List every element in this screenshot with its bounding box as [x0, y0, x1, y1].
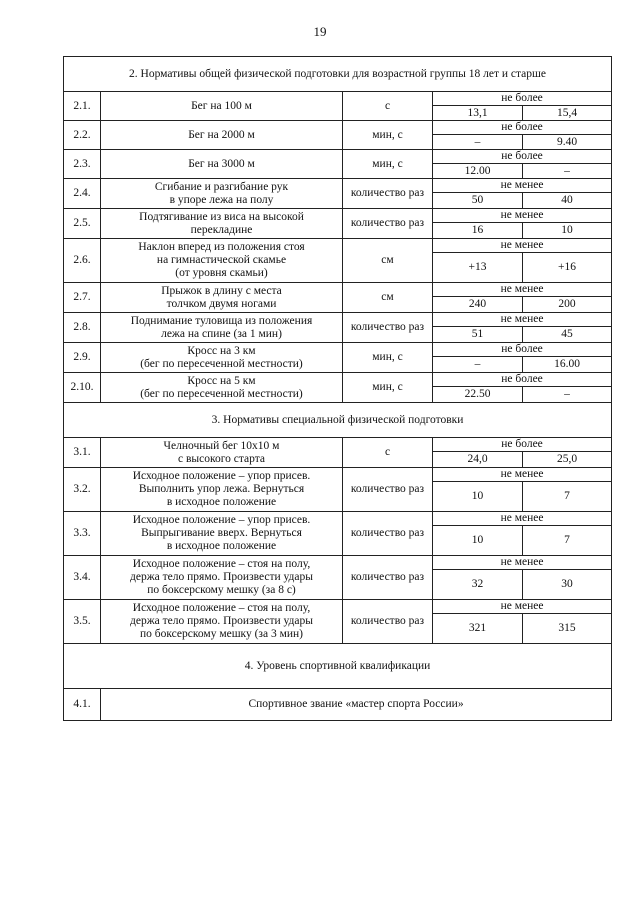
value-col-1: 16 — [433, 223, 523, 239]
value-col-2: 15,4 — [523, 106, 612, 121]
value-col-1: 32 — [433, 570, 523, 600]
criterion-label: не менее — [433, 512, 612, 526]
value-col-2: 7 — [523, 482, 612, 512]
value-col-1: 13,1 — [433, 106, 523, 121]
value-col-1: 321 — [433, 614, 523, 644]
value-col-2: 40 — [523, 193, 612, 209]
section-title: 3. Нормативы специальной физической подготовки — [64, 403, 612, 438]
row-number: 3.1. — [64, 438, 101, 468]
exercise-name — [101, 313, 343, 343]
criterion-label: не более — [433, 373, 612, 387]
value-col-1: 10 — [433, 526, 523, 556]
exercise-name — [101, 92, 343, 121]
unit-of-measure: мин, с — [343, 150, 433, 179]
table-row — [64, 343, 612, 357]
exercise-name — [101, 209, 343, 239]
exercise-name — [101, 512, 343, 556]
exercise-name-line: по боксерскому мешку (за 3 мин) — [140, 628, 303, 640]
section-title: 2. Нормативы общей физической подготовки для возрастной группы 18 лет и старше — [64, 57, 612, 92]
row-number: 3.2. — [64, 468, 101, 512]
exercise-name-line: толчком двумя ногами — [166, 297, 277, 310]
value-col-1: +13 — [433, 253, 523, 283]
row-number: 2.4. — [64, 179, 101, 209]
row-number: 2.3. — [64, 150, 101, 179]
criterion-label: не более — [433, 92, 612, 106]
exercise-name-line: Исходное положение – стоя на полу, — [132, 602, 311, 614]
exercise-name-line: перекладине — [190, 223, 253, 236]
exercise-name-line: Выпрыгивание вверх. Вернуться — [141, 527, 302, 539]
criterion-label: не более — [433, 150, 612, 164]
value-col-2: 9.40 — [523, 135, 612, 150]
exercise-name — [101, 600, 343, 644]
value-col-1: 12.00 — [433, 164, 523, 179]
exercise-name-line: в исходное положение — [166, 496, 277, 508]
standards-table — [63, 56, 612, 721]
value-col-2: 200 — [523, 297, 612, 313]
value-col-1: 51 — [433, 327, 523, 343]
unit-of-measure: количество раз — [343, 556, 433, 600]
criterion-label: не более — [433, 121, 612, 135]
value-col-2: 315 — [523, 614, 612, 644]
unit-of-measure: количество раз — [343, 179, 433, 209]
criterion-label: не менее — [433, 468, 612, 482]
value-col-1: 240 — [433, 297, 523, 313]
unit-of-measure: см — [343, 283, 433, 313]
exercise-name-line: лежа на спине (за 1 мин) — [161, 327, 282, 340]
table-row — [64, 313, 612, 327]
value-col-2: 30 — [523, 570, 612, 600]
table-row — [64, 179, 612, 193]
exercise-name-line: (бег по пересеченной местности) — [140, 387, 303, 400]
exercise-name-line: Подтягивание из виса на высокой — [139, 210, 304, 223]
unit-of-measure: количество раз — [343, 468, 433, 512]
criterion-label: не менее — [433, 600, 612, 614]
unit-of-measure: с — [343, 438, 433, 468]
value-col-2: – — [523, 164, 612, 179]
exercise-name-line: держа тело прямо. Произвести удары — [130, 615, 313, 627]
exercise-name-line: Челночный бег 10х10 м — [163, 439, 280, 452]
row-number: 2.9. — [64, 343, 101, 373]
exercise-name-line: с высокого старта — [177, 452, 266, 465]
exercise-name-line: Бег на 3000 м — [188, 157, 255, 170]
table-row — [64, 92, 612, 106]
exercise-name-line: (бег по пересеченной местности) — [140, 357, 303, 370]
exercise-name-line: Наклон вперед из положения стоя — [138, 241, 305, 253]
criterion-label: не менее — [433, 239, 612, 253]
exercise-name — [101, 468, 343, 512]
value-col-2: 7 — [523, 526, 612, 556]
exercise-name — [101, 556, 343, 600]
value-col-2: 25,0 — [523, 452, 612, 468]
exercise-name-line: Кросс на 3 км — [187, 344, 256, 357]
table-row — [64, 600, 612, 614]
value-col-1: – — [433, 357, 523, 373]
criterion-label: не менее — [433, 209, 612, 223]
row-number: 3.4. — [64, 556, 101, 600]
exercise-name-line: Кросс на 5 км — [187, 374, 256, 387]
criterion-label: не более — [433, 438, 612, 452]
criterion-label: не менее — [433, 313, 612, 327]
exercise-name-line: (от уровня скамьи) — [175, 267, 268, 279]
unit-of-measure: мин, с — [343, 121, 433, 150]
row-number: 4.1. — [64, 689, 101, 721]
exercise-name-line: Бег на 2000 м — [188, 128, 255, 141]
table-row — [64, 512, 612, 526]
exercise-name — [101, 343, 343, 373]
table-row — [64, 468, 612, 482]
section-header-row — [64, 644, 612, 689]
exercise-name-line: Поднимание туловища из положения — [130, 314, 313, 327]
value-col-1: 24,0 — [433, 452, 523, 468]
section-header-row — [64, 57, 612, 92]
exercise-name — [101, 150, 343, 179]
table-row — [64, 373, 612, 387]
exercise-name — [101, 121, 343, 150]
table-row — [64, 689, 612, 721]
table-row — [64, 283, 612, 297]
criterion-label: не более — [433, 343, 612, 357]
exercise-name-line: по боксерскому мешку (за 8 с) — [147, 584, 296, 596]
row-number: 2.10. — [64, 373, 101, 403]
unit-of-measure: количество раз — [343, 512, 433, 556]
exercise-name-line: Исходное положение – упор присев. — [132, 470, 311, 482]
exercise-name-line: в исходное положение — [166, 540, 277, 552]
page-number: 19 — [313, 24, 327, 39]
table-row — [64, 150, 612, 164]
exercise-name-line: Исходное положение – упор присев. — [132, 514, 311, 526]
table-row — [64, 209, 612, 223]
value-col-2: – — [523, 387, 612, 403]
section-header-row — [64, 403, 612, 438]
exercise-name — [101, 283, 343, 313]
criterion-label: не менее — [433, 179, 612, 193]
value-col-2: 45 — [523, 327, 612, 343]
qualification-text: Спортивное звание «мастер спорта России» — [101, 689, 612, 721]
row-number: 2.2. — [64, 121, 101, 150]
unit-of-measure: мин, с — [343, 373, 433, 403]
table-row — [64, 121, 612, 135]
value-col-1: 50 — [433, 193, 523, 209]
table-row — [64, 556, 612, 570]
exercise-name-line: в упоре лежа на полу — [169, 193, 274, 206]
unit-of-measure: количество раз — [343, 313, 433, 343]
table-row — [64, 438, 612, 452]
section-title: 4. Уровень спортивной квалификации — [64, 644, 612, 689]
unit-of-measure: с — [343, 92, 433, 121]
table-row — [64, 239, 612, 253]
row-number: 3.5. — [64, 600, 101, 644]
unit-of-measure: см — [343, 239, 433, 283]
row-number: 2.1. — [64, 92, 101, 121]
exercise-name-line: Исходное положение – стоя на полу, — [132, 558, 311, 570]
value-col-2: +16 — [523, 253, 612, 283]
value-col-1: 22.50 — [433, 387, 523, 403]
unit-of-measure: количество раз — [343, 600, 433, 644]
row-number: 2.5. — [64, 209, 101, 239]
value-col-2: 16.00 — [523, 357, 612, 373]
exercise-name-line: держа тело прямо. Произвести удары — [130, 571, 313, 583]
value-col-2: 10 — [523, 223, 612, 239]
criterion-label: не менее — [433, 283, 612, 297]
exercise-name — [101, 239, 343, 283]
row-number: 2.8. — [64, 313, 101, 343]
unit-of-measure: мин, с — [343, 343, 433, 373]
exercise-name-line: Сгибание и разгибание рук — [154, 180, 289, 193]
unit-of-measure: количество раз — [343, 209, 433, 239]
row-number: 2.6. — [64, 239, 101, 283]
value-col-1: 10 — [433, 482, 523, 512]
exercise-name-line: Прыжок в длину с места — [161, 284, 282, 297]
exercise-name — [101, 438, 343, 468]
criterion-label: не менее — [433, 556, 612, 570]
row-number: 3.3. — [64, 512, 101, 556]
row-number: 2.7. — [64, 283, 101, 313]
exercise-name-line: Бег на 100 м — [191, 99, 252, 112]
exercise-name-line: Выполнить упор лежа. Вернуться — [138, 483, 305, 495]
exercise-name — [101, 373, 343, 403]
exercise-name — [101, 179, 343, 209]
value-col-1: – — [433, 135, 523, 150]
exercise-name-line: на гимнастической скамье — [156, 254, 287, 266]
